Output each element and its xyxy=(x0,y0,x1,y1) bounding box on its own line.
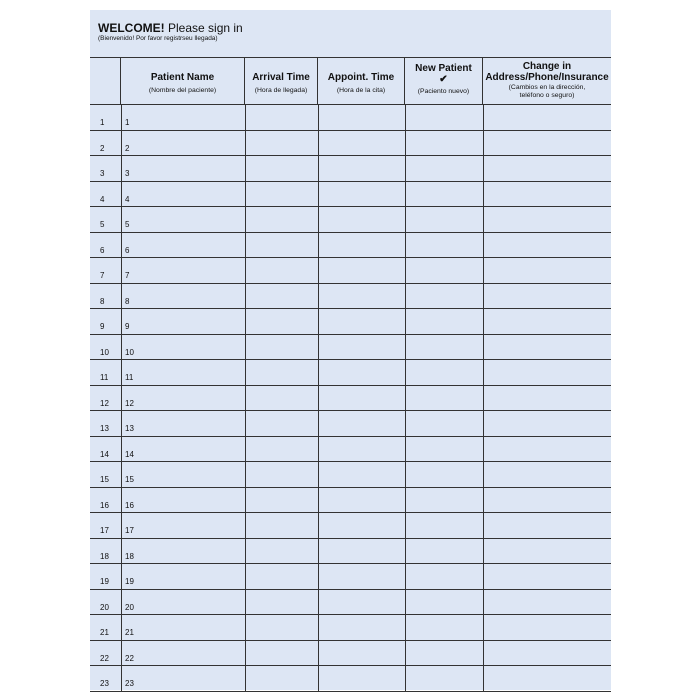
row-divider xyxy=(90,691,611,692)
row-number: 2 xyxy=(100,143,105,153)
welcome-text: WELCOME! xyxy=(98,21,165,35)
row-divider xyxy=(90,538,611,539)
row-divider xyxy=(90,487,611,488)
column-divider xyxy=(405,104,406,691)
appoint-time-sub: (Hora de la cita) xyxy=(336,87,386,94)
row-number: 17 xyxy=(100,526,109,535)
row-divider xyxy=(90,640,611,641)
change-label-line1: Change in xyxy=(522,61,572,72)
row-divider xyxy=(90,436,611,437)
row-divider xyxy=(90,155,611,156)
row-number: 3 xyxy=(100,169,105,178)
checkmark-icon: ✔ xyxy=(439,74,448,85)
column-divider xyxy=(483,104,484,691)
row-divider xyxy=(90,232,611,233)
row-number: 8 xyxy=(100,296,105,306)
arrival-time-sub: (Hora de llegada) xyxy=(254,87,308,94)
page-subtitle: (Bienvenido! Por favor registrseu llegada) xyxy=(98,35,218,42)
row-number: 20 xyxy=(100,602,109,612)
row-divider xyxy=(90,359,611,360)
patient-name-header xyxy=(121,58,245,104)
prompt-text: Please sign in xyxy=(168,21,243,35)
patient-name-cell-number[interactable]: 2 xyxy=(125,143,130,153)
column-divider xyxy=(121,104,122,691)
row-divider xyxy=(90,283,611,284)
row-divider xyxy=(90,665,611,666)
row-divider xyxy=(90,181,611,182)
change-label-line2: Address/Phone/Insurance xyxy=(485,72,609,83)
row-divider xyxy=(90,410,611,411)
patient-name-sub: (Nombre del paciente) xyxy=(148,87,217,94)
row-divider xyxy=(90,257,611,258)
patient-name-cell-number[interactable]: 8 xyxy=(125,296,130,306)
row-number: 21 xyxy=(100,628,109,637)
row-divider xyxy=(90,206,611,207)
new-patient-label: New Patient xyxy=(415,63,472,74)
row-number: 9 xyxy=(100,322,105,331)
row-number: 23 xyxy=(100,679,109,688)
row-divider xyxy=(90,512,611,513)
row-divider xyxy=(90,614,611,615)
row-divider xyxy=(90,461,611,462)
header-divider xyxy=(90,104,611,105)
patient-name-cell-number[interactable]: 9 xyxy=(125,322,130,331)
patient-name-cell-number[interactable]: 6 xyxy=(125,245,130,255)
arrival-time-header xyxy=(245,58,318,104)
patient-name-cell-number[interactable]: 7 xyxy=(125,271,130,280)
row-number-header xyxy=(90,58,121,104)
appoint-time-label: Appoint. Time xyxy=(327,72,395,83)
row-number: 1 xyxy=(100,118,105,127)
row-number: 12 xyxy=(100,398,109,408)
patient-name-cell-number[interactable]: 10 xyxy=(125,347,134,357)
patient-name-cell-number[interactable]: 16 xyxy=(125,500,134,510)
patient-name-cell-number[interactable]: 21 xyxy=(125,628,134,637)
patient-name-cell-number[interactable]: 19 xyxy=(125,577,134,586)
column-divider xyxy=(318,104,319,691)
row-divider xyxy=(90,308,611,309)
sign-in-table xyxy=(90,57,611,690)
row-number: 6 xyxy=(100,245,105,255)
patient-name-cell-number[interactable]: 20 xyxy=(125,602,134,612)
patient-name-cell-number[interactable]: 22 xyxy=(125,653,134,663)
row-number: 10 xyxy=(100,347,109,357)
row-divider xyxy=(90,334,611,335)
patient-name-cell-number[interactable]: 1 xyxy=(125,118,130,127)
column-divider xyxy=(245,104,246,691)
row-divider xyxy=(90,385,611,386)
row-number: 11 xyxy=(100,373,109,382)
row-number: 7 xyxy=(100,271,105,280)
patient-name-cell-number[interactable]: 15 xyxy=(125,475,134,484)
arrival-time-label: Arrival Time xyxy=(252,72,310,83)
row-divider xyxy=(90,130,611,131)
patient-name-label: Patient Name xyxy=(150,72,215,83)
row-number: 22 xyxy=(100,653,109,663)
sign-in-sheet xyxy=(90,10,611,690)
row-divider xyxy=(90,589,611,590)
new-patient-header xyxy=(405,58,483,104)
patient-name-cell-number[interactable]: 17 xyxy=(125,526,134,535)
patient-name-cell-number[interactable]: 4 xyxy=(125,194,130,204)
row-number: 14 xyxy=(100,449,109,459)
patient-name-cell-number[interactable]: 11 xyxy=(125,373,134,382)
change-sub-line1: (Cambios en la dirección, xyxy=(508,84,586,91)
patient-name-cell-number[interactable]: 12 xyxy=(125,398,134,408)
patient-name-cell-number[interactable]: 5 xyxy=(125,220,130,229)
row-number: 4 xyxy=(100,194,105,204)
new-patient-sub: (Paciento nuevo) xyxy=(417,88,470,95)
row-number: 13 xyxy=(100,424,109,433)
patient-name-cell-number[interactable]: 3 xyxy=(125,169,130,178)
appoint-time-header xyxy=(318,58,405,104)
page-title xyxy=(98,21,243,35)
patient-name-cell-number[interactable]: 23 xyxy=(125,679,134,688)
row-number: 19 xyxy=(100,577,109,586)
change-header xyxy=(483,58,611,104)
change-sub-line2: teléfono o seguro) xyxy=(519,92,575,99)
patient-name-cell-number[interactable]: 13 xyxy=(125,424,134,433)
row-number: 16 xyxy=(100,500,109,510)
patient-name-cell-number[interactable]: 18 xyxy=(125,551,134,561)
row-number: 18 xyxy=(100,551,109,561)
patient-name-cell-number[interactable]: 14 xyxy=(125,449,134,459)
row-number: 15 xyxy=(100,475,109,484)
row-divider xyxy=(90,563,611,564)
row-number: 5 xyxy=(100,220,105,229)
